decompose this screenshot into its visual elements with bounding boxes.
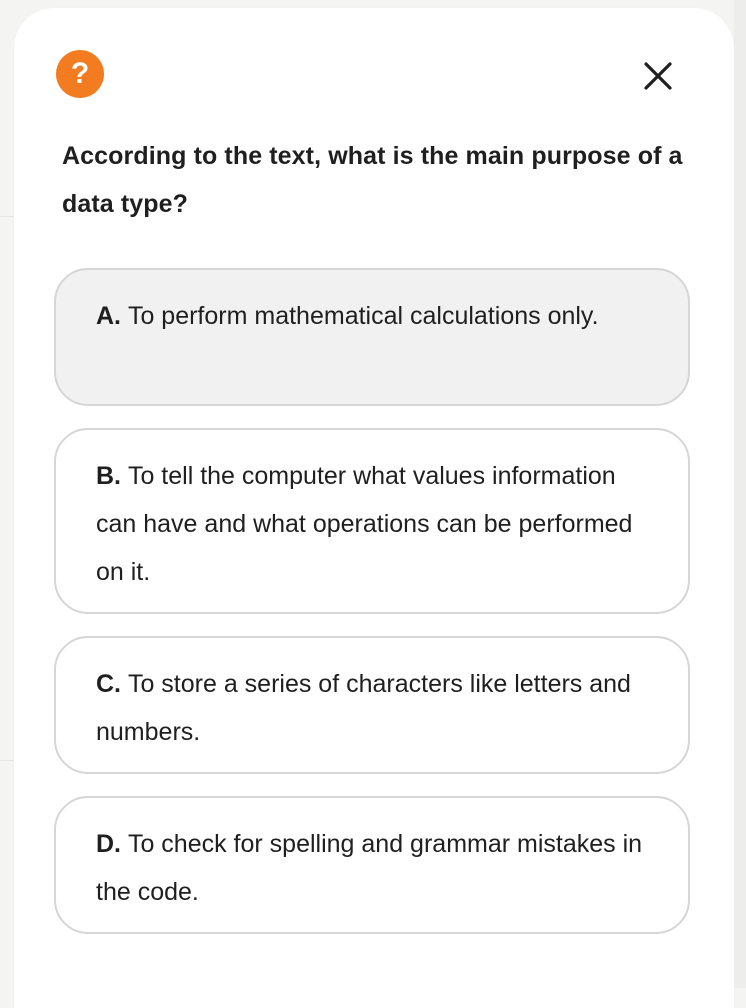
option-text: To tell the computer what values information can have and what operations can be performed on it.	[96, 462, 633, 586]
answer-option-d[interactable]	[54, 796, 690, 934]
option-letter: A.	[96, 302, 128, 330]
help-icon-glyph: ?	[70, 57, 90, 90]
option-text: To store a series of characters like letters and numbers.	[96, 670, 631, 746]
option-text: To check for spelling and grammar mistakes in the code.	[96, 830, 643, 906]
background-edge	[734, 0, 746, 988]
close-icon	[643, 61, 673, 91]
option-text: To perform mathematical calculations only.	[127, 302, 599, 330]
option-letter: B.	[96, 462, 128, 490]
question-text: According to the text, what is the main purpose of a data type?	[62, 142, 683, 218]
option-letter: C.	[96, 670, 128, 698]
background-divider	[0, 216, 14, 217]
help-icon	[56, 50, 104, 98]
option-letter: D.	[96, 830, 128, 858]
close-button[interactable]	[636, 54, 680, 98]
background-divider	[0, 760, 14, 761]
answer-option-b[interactable]	[54, 428, 690, 614]
answer-option-c[interactable]	[54, 636, 690, 774]
answer-option-a[interactable]	[54, 268, 690, 406]
